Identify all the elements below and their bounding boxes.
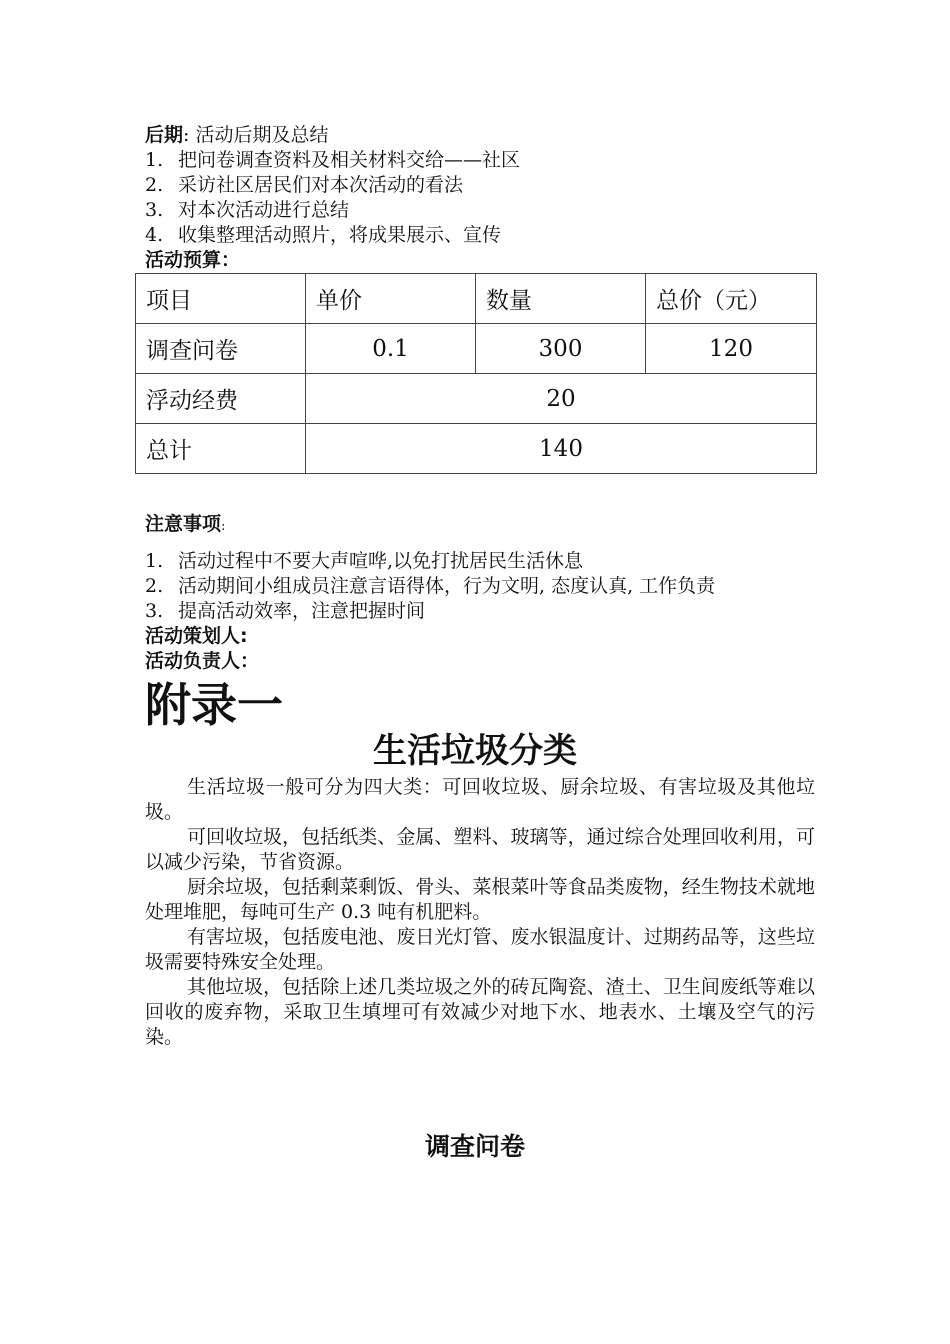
table-header-cell: 总价（元） bbox=[646, 274, 817, 324]
paragraph: 有害垃圾，包括废电池、废日光灯管、废水银温度计、过期药品等，这些垃圾需要特殊安全处理。 bbox=[145, 926, 815, 973]
list-item bbox=[145, 173, 815, 198]
list-text: 提高活动效率，注意把握时间 bbox=[178, 600, 426, 622]
list-text: 活动期间小组成员注意言语得体，行为文明, 态度认真, 工作负责 bbox=[178, 575, 716, 597]
table-row bbox=[136, 374, 817, 424]
notes-section bbox=[145, 512, 815, 674]
notes-heading bbox=[145, 512, 815, 539]
list-number: 1. bbox=[145, 550, 164, 572]
list-text: 活动过程中不要大声喧哗,以免打扰居民生活休息 bbox=[178, 550, 584, 572]
list-item bbox=[145, 198, 815, 223]
list-text: 采访社区居民们对本次活动的看法 bbox=[178, 174, 464, 196]
table-header-cell: 项目 bbox=[136, 274, 306, 324]
list-text: 把问卷调查资料及相关材料交给——社区 bbox=[178, 149, 521, 171]
list-item bbox=[145, 574, 815, 599]
table-cell: 调查问卷 bbox=[136, 324, 306, 374]
paragraph: 生活垃圾一般可分为四大类：可回收垃圾、厨余垃圾、有害垃圾及其他垃圾。 bbox=[145, 776, 815, 823]
list-number: 2. bbox=[145, 575, 164, 597]
post-phase-heading bbox=[145, 123, 815, 148]
table-row bbox=[136, 324, 817, 374]
table-cell: 20 bbox=[306, 374, 817, 424]
table-header-cell: 单价 bbox=[306, 274, 476, 324]
list-item bbox=[145, 599, 815, 624]
list-number: 2. bbox=[145, 174, 164, 196]
table-cell: 0.1 bbox=[306, 324, 476, 374]
paragraph: 可回收垃圾，包括纸类、金属、塑料、玻璃等，通过综合处理回收利用，可以减少污染，节省资源。 bbox=[145, 826, 815, 873]
table-cell: 300 bbox=[476, 324, 646, 374]
budget-label: 活动预算： bbox=[145, 249, 241, 271]
appendix-body bbox=[145, 775, 815, 1050]
table-header-row bbox=[136, 274, 817, 324]
paragraph: 厨余垃圾，包括剩菜剩饭、骨头、菜根菜叶等食品类废物，经生物技术就地处理堆肥，每吨可生产 0.3 吨有机肥料。 bbox=[145, 876, 815, 923]
list-text: 收集整理活动照片，将成果展示、宣传 bbox=[178, 224, 502, 246]
list-number: 3. bbox=[145, 600, 164, 622]
table-cell: 浮动经费 bbox=[136, 374, 306, 424]
table-cell: 120 bbox=[646, 324, 817, 374]
budget-table bbox=[135, 273, 817, 474]
list-number: 1. bbox=[145, 149, 164, 171]
post-phase-label: 后期 bbox=[145, 124, 184, 146]
paragraph: 其他垃圾，包括除上述几类垃圾之外的砖瓦陶瓷、渣土、卫生间废纸等难以回收的废弃物，采取卫生填埋可有效减少对地下水、地表水、土壤及空气的污染。 bbox=[145, 976, 815, 1048]
post-phase-text: : 活动后期及总结 bbox=[183, 124, 329, 146]
list-number: 4. bbox=[145, 224, 164, 246]
post-phase-section bbox=[145, 123, 815, 273]
table-cell: 总计 bbox=[136, 424, 306, 474]
planner-label: 活动策划人: bbox=[145, 625, 248, 647]
table-header-cell: 数量 bbox=[476, 274, 646, 324]
table-row bbox=[136, 424, 817, 474]
list-item bbox=[145, 148, 815, 173]
list-number: 3. bbox=[145, 199, 164, 221]
list-text: 对本次活动进行总结 bbox=[178, 199, 350, 221]
list-item bbox=[145, 549, 815, 574]
appendix-heading: 附录一 bbox=[145, 678, 283, 732]
list-item bbox=[145, 223, 815, 248]
survey-title: 调查问卷 bbox=[424, 1132, 525, 1161]
leader-label: 活动负责人： bbox=[145, 650, 260, 672]
notes-colon: : bbox=[221, 519, 226, 534]
notes-label: 注意事项 bbox=[145, 513, 222, 535]
appendix-title: 生活垃圾分类 bbox=[373, 731, 577, 771]
table-cell: 140 bbox=[306, 424, 817, 474]
